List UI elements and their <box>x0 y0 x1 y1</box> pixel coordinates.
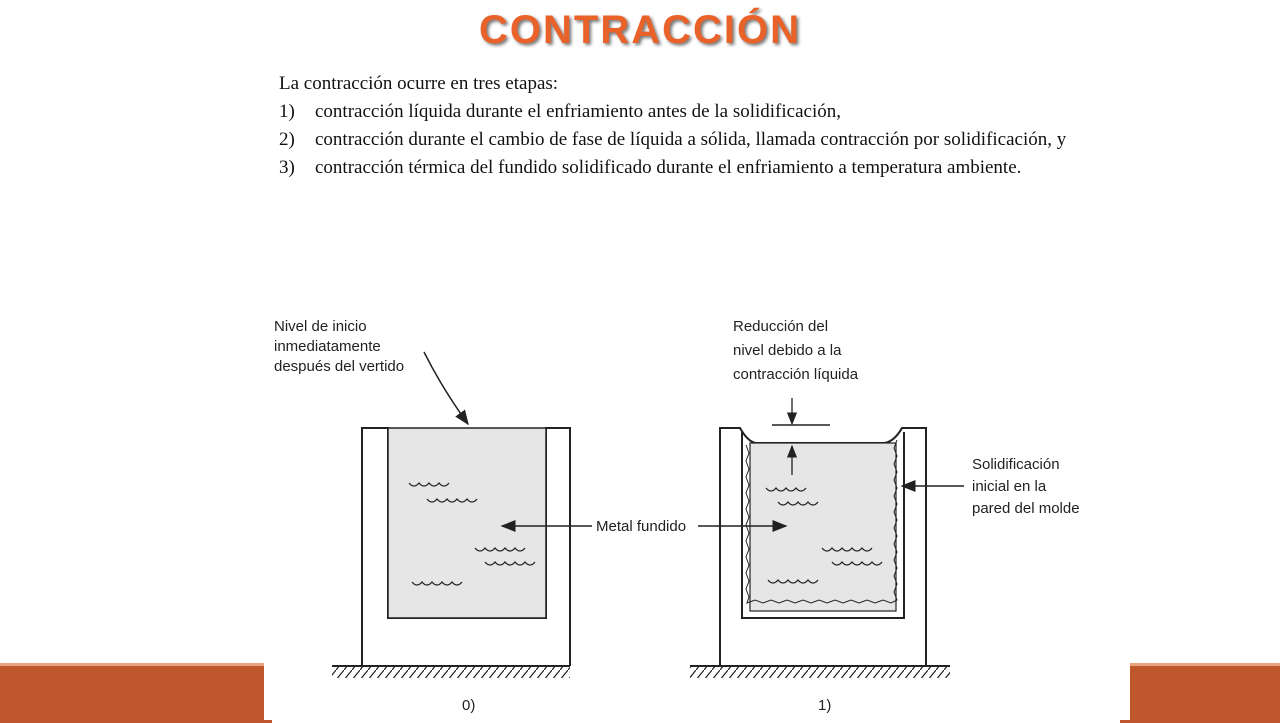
start-level-arrow <box>424 352 468 424</box>
text-block <box>279 70 1080 182</box>
label-molten-metal: Metal fundido <box>596 518 687 535</box>
shrinkage-diagram <box>264 300 1130 720</box>
label-start-level: Nivel de inicio inmediatamente después del vertido <box>274 318 405 375</box>
mold-0 <box>332 428 570 678</box>
caption-0: 0) <box>462 697 476 714</box>
decor-band-right <box>1120 663 1280 723</box>
label-level-reduction: Reducción del nivel debido a la contracción líquida <box>733 318 859 383</box>
label-initial-solidification: Solidificación inicial en la pared del molde <box>972 456 1080 517</box>
stage-item-1: 1) contracción líquida durante el enfriamiento antes de la solidificación, <box>279 101 841 122</box>
intro-text: La contracción ocurre en tres etapas: <box>279 73 559 94</box>
caption-1: 1) <box>818 697 832 714</box>
molten-metal-0 <box>388 428 546 618</box>
molten-metal-1 <box>750 443 896 611</box>
decor-band-left <box>0 663 272 723</box>
mold-1 <box>690 398 950 678</box>
stage-list <box>279 98 1080 182</box>
stage-item-2: 2) contracción durante el cambio de fase de líquida a sólida, llamada contracción por solidificación, y <box>279 129 1067 150</box>
slide-title: CONTRACCIÓN <box>479 8 801 52</box>
stage-item-3: 3) contracción térmica del fundido solidificado durante el enfriamiento a temperatura ambiente. <box>279 157 1022 178</box>
